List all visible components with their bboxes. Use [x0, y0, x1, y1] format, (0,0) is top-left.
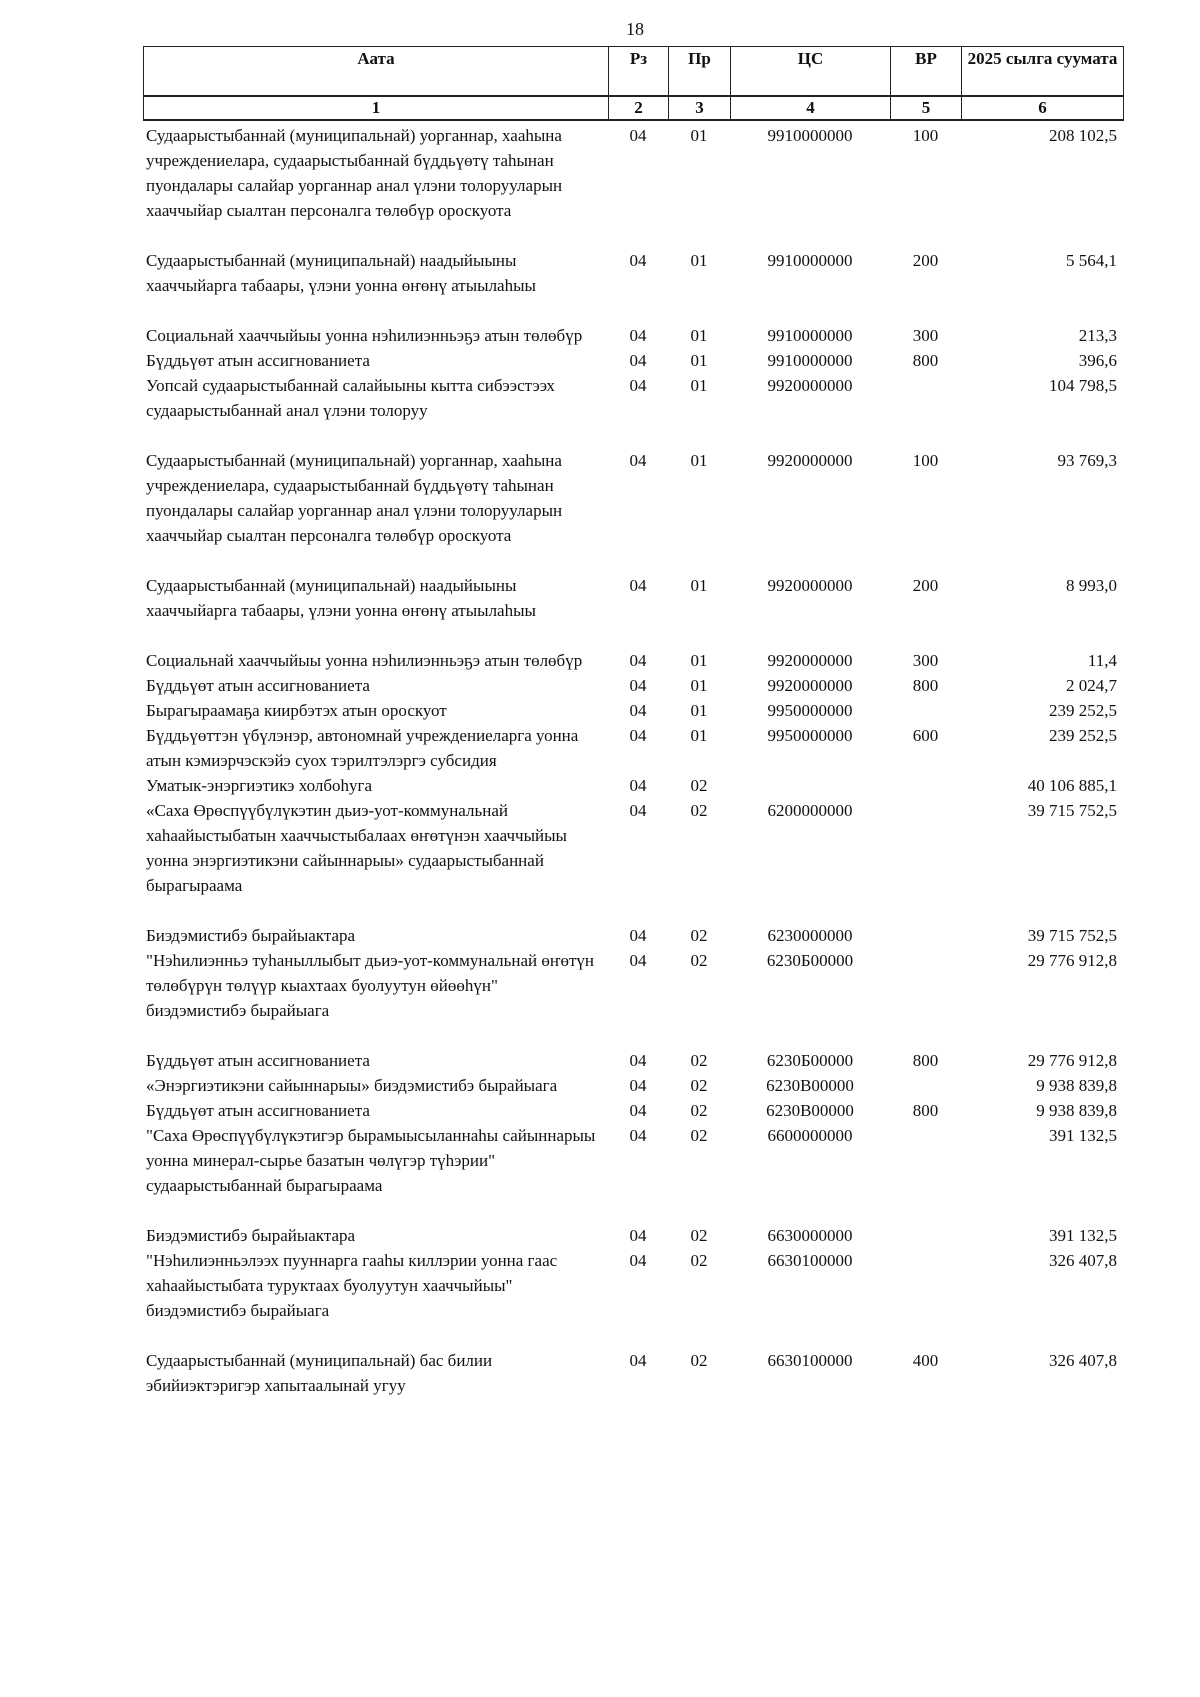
row-amount: 11,4 [1087, 651, 1117, 670]
row-vr: 800 [912, 351, 939, 370]
row-amount: 9 938 839,8 [1036, 1101, 1117, 1120]
row-amount: 104 798,5 [1049, 376, 1117, 395]
row-vr: 200 [912, 576, 939, 595]
row-cs: 9950000000 [767, 701, 853, 720]
row-cs: 6230Б00000 [766, 1051, 854, 1070]
table-row [143, 1123, 1123, 1223]
table-row [143, 698, 1123, 723]
row-name: Социальнай хааччыйыы уонна нэһилиэнньэҕэ атын төлөбүр [146, 326, 583, 345]
header-name: Аата [144, 47, 609, 97]
row-pr: 02 [690, 951, 708, 970]
row-pr: 02 [690, 1076, 708, 1095]
table-header [143, 46, 1124, 121]
table-row [143, 248, 1123, 323]
header-rz: Рз [609, 47, 669, 97]
row-cs: 9920000000 [767, 651, 853, 670]
row-name: Бүддьүөт атын ассигнованиета [146, 676, 370, 695]
row-name: "Саха Өрөспүүбүлүкэтигэр бырамыысыланнаһы сайыннарыы уонна минерал-сырье базатын чөлүгэр түһэрии" судаарыстыбаннай бырагыраама [146, 1126, 596, 1195]
row-rz: 04 [629, 726, 647, 745]
row-cs: 6230В00000 [766, 1101, 854, 1120]
row-vr [890, 1248, 961, 1348]
row-vr: 300 [912, 326, 939, 345]
row-pr: 02 [690, 1101, 708, 1120]
row-amount: 39 715 752,5 [1027, 801, 1117, 820]
row-amount: 9 938 839,8 [1036, 1076, 1117, 1095]
row-vr [890, 948, 961, 1048]
row-amount: 39 715 752,5 [1027, 926, 1117, 945]
row-name: Судаарыстыбаннай (муниципальнай) наадыйыыны хааччыйарга табаары, үлэни уонна өҥөнү атыылаһыы [146, 576, 536, 620]
row-name: Бүддьүөттэн үбүлэнэр, автономнай учреждениеларга уонна атын кэмиэрчэскэйэ суох тэрилтэлэргэ субсидия [146, 726, 579, 770]
table-row [143, 648, 1123, 673]
row-amount: 29 776 912,8 [1027, 1051, 1117, 1070]
row-cs: 9920000000 [767, 676, 853, 695]
row-cs: 6200000000 [767, 801, 853, 820]
row-rz: 04 [629, 1226, 647, 1245]
row-pr: 02 [690, 1126, 708, 1145]
table-row [143, 373, 1123, 448]
row-rz: 04 [629, 451, 647, 470]
row-vr [890, 698, 961, 723]
row-name: Судаарыстыбаннай (муниципальнай) бас билии эбийиэктэригэр хапытаалынай угуу [146, 1351, 493, 1395]
row-name: «Саха Өрөспүүбүлүкэтин дьиэ-уот-коммунальнай хаһаайыстыбатын хааччыстыбалаах өҥөтүнэн хааччыйыы уонна энэргиэтикэни сайыннарыы» судаарыстыбаннай бырагыраама [146, 801, 567, 895]
row-cs: 9920000000 [767, 451, 853, 470]
row-cs: 9910000000 [767, 251, 853, 270]
row-cs: 6230000000 [767, 926, 853, 945]
row-rz: 04 [629, 376, 647, 395]
table-row [143, 798, 1123, 923]
table-row [143, 1223, 1123, 1248]
row-name: Уопсай судаарыстыбаннай салайыыны кытта сибээстээх судаарыстыбаннай анал үлэни толоруу [146, 376, 555, 420]
row-rz: 04 [629, 1351, 647, 1370]
row-cs: 9910000000 [767, 126, 853, 145]
header-number: 1 [144, 96, 609, 120]
row-rz: 04 [629, 1051, 647, 1070]
header-pr: Пр [669, 47, 731, 97]
row-vr: 400 [912, 1351, 939, 1370]
row-name: Судаарыстыбаннай (муниципальнай) уорганнар, хааһына учреждениелара, судаарыстыбаннай бүддьүөтү таһынан пуондалары салайар уорганнар анал үлэни толорууларын хааччыйар сыалтан персоналга төлөбүр ороскуота [146, 451, 563, 545]
row-rz: 04 [629, 651, 647, 670]
table-row [143, 923, 1123, 948]
row-pr: 02 [690, 776, 708, 795]
row-name: Биэдэмистибэ бырайыактара [146, 1226, 356, 1245]
row-pr: 02 [690, 1351, 708, 1370]
row-pr: 01 [690, 351, 708, 370]
row-pr: 01 [690, 726, 708, 745]
row-rz: 04 [629, 1101, 647, 1120]
row-pr: 02 [690, 801, 708, 820]
header-names-row [144, 47, 1124, 97]
row-pr: 01 [690, 376, 708, 395]
row-amount: 2 024,7 [1066, 676, 1117, 695]
row-rz: 04 [629, 926, 647, 945]
row-pr: 01 [690, 451, 708, 470]
row-amount: 391 132,5 [1049, 1226, 1117, 1245]
row-pr: 01 [690, 251, 708, 270]
row-cs: 6230Б00000 [766, 951, 854, 970]
row-name: Судаарыстыбаннай (муниципальнай) уорганнар, хааһына учреждениелара, судаарыстыбаннай бүддьүөтү таһынан пуондалары салайар уорганнар анал үлэни толорууларын хааччыйар сыалтан персоналга төлөбүр ороскуота [146, 126, 563, 220]
row-pr: 02 [690, 926, 708, 945]
row-name: «Энэргиэтикэни сайыннарыы» биэдэмистибэ бырайыага [146, 1076, 558, 1095]
row-rz: 04 [629, 126, 647, 145]
row-name: "Нэһилиэнньэ туһаныллыбыт дьиэ-уот-коммунальнай өҥөтүн төлөбүрүн төлүүр кыахтаах буолуутун өйөөһүн" биэдэмистибэ бырайыага [146, 951, 595, 1020]
table-row [143, 1048, 1123, 1073]
table-row [143, 573, 1123, 648]
row-cs: 6230В00000 [766, 1076, 854, 1095]
table-row [143, 1098, 1123, 1123]
header-number: 2 [609, 96, 669, 120]
budget-table [143, 123, 1123, 1398]
row-vr: 600 [912, 726, 939, 745]
header-vr: ВР [891, 47, 962, 97]
header-cs: ЦС [731, 47, 891, 97]
table-row [143, 1073, 1123, 1098]
row-cs: 9910000000 [767, 351, 853, 370]
row-cs: 6600000000 [767, 1126, 853, 1145]
table-row [143, 348, 1123, 373]
header-number: 5 [891, 96, 962, 120]
row-rz: 04 [629, 776, 647, 795]
row-amount: 391 132,5 [1049, 1126, 1117, 1145]
row-name: Уматык-энэргиэтикэ холбоһуга [146, 776, 373, 795]
row-amount: 326 407,8 [1049, 1351, 1117, 1370]
row-name: Судаарыстыбаннай (муниципальнай) наадыйыыны хааччыйарга табаары, үлэни уонна өҥөнү атыылаһыы [146, 251, 536, 295]
row-pr: 01 [690, 576, 708, 595]
row-amount: 8 993,0 [1066, 576, 1117, 595]
table-row [143, 1348, 1123, 1398]
row-amount: 396,6 [1078, 351, 1117, 370]
row-vr [890, 798, 961, 923]
row-amount: 326 407,8 [1049, 1251, 1117, 1270]
row-pr: 01 [690, 651, 708, 670]
row-rz: 04 [629, 576, 647, 595]
header-number: 4 [731, 96, 891, 120]
row-amount: 5 564,1 [1066, 251, 1117, 270]
row-name: Бырагыраамаҕа киирбэтэх атын ороскуот [146, 701, 447, 720]
table-row [143, 773, 1123, 798]
table-row [143, 123, 1123, 248]
row-pr: 01 [690, 676, 708, 695]
row-cs: 9920000000 [767, 576, 853, 595]
row-vr [890, 1223, 961, 1248]
page-number: 18 [626, 19, 644, 39]
header-amount: 2025 сылга суумата [962, 47, 1124, 97]
row-amount: 93 769,3 [1057, 451, 1117, 470]
row-pr: 02 [690, 1251, 708, 1270]
table-row [143, 1248, 1123, 1348]
row-rz: 04 [629, 951, 647, 970]
row-amount: 208 102,5 [1049, 126, 1117, 145]
row-amount: 239 252,5 [1049, 726, 1117, 745]
row-pr: 02 [690, 1051, 708, 1070]
row-vr: 800 [912, 1101, 939, 1120]
row-vr [890, 373, 961, 448]
row-vr: 300 [912, 651, 939, 670]
budget-table-body [143, 123, 1123, 1398]
row-pr: 01 [690, 126, 708, 145]
row-rz: 04 [629, 326, 647, 345]
table-row [143, 448, 1123, 573]
row-name: Социальнай хааччыйыы уонна нэһилиэнньэҕэ атын төлөбүр [146, 651, 583, 670]
row-name: Бүддьүөт атын ассигнованиета [146, 351, 370, 370]
row-rz: 04 [629, 676, 647, 695]
row-pr: 02 [690, 1226, 708, 1245]
row-vr [890, 923, 961, 948]
row-amount: 40 106 885,1 [1027, 776, 1117, 795]
row-rz: 04 [629, 801, 647, 820]
row-pr: 01 [690, 326, 708, 345]
row-cs: 9950000000 [767, 726, 853, 745]
row-amount: 213,3 [1078, 326, 1117, 345]
row-amount: 29 776 912,8 [1027, 951, 1117, 970]
row-vr [890, 1073, 961, 1098]
row-vr [890, 1123, 961, 1223]
row-vr: 200 [912, 251, 939, 270]
row-vr: 800 [912, 1051, 939, 1070]
row-pr: 01 [690, 701, 708, 720]
table-row [143, 948, 1123, 1048]
row-name: Биэдэмистибэ бырайыактара [146, 926, 356, 945]
row-cs [730, 773, 890, 798]
table-row [143, 673, 1123, 698]
row-rz: 04 [629, 701, 647, 720]
table-row [143, 323, 1123, 348]
row-amount: 239 252,5 [1049, 701, 1117, 720]
row-cs: 9920000000 [767, 376, 853, 395]
row-rz: 04 [629, 1251, 647, 1270]
header-number: 3 [669, 96, 731, 120]
row-cs: 6630000000 [767, 1226, 853, 1245]
row-rz: 04 [629, 1076, 647, 1095]
row-cs: 6630100000 [767, 1251, 853, 1270]
header-numbers-row [144, 96, 1124, 120]
row-cs: 9910000000 [767, 326, 853, 345]
row-rz: 04 [629, 351, 647, 370]
row-name: Бүддьүөт атын ассигнованиета [146, 1051, 370, 1070]
row-vr: 100 [912, 126, 939, 145]
row-vr: 100 [912, 451, 939, 470]
row-name: Бүддьүөт атын ассигнованиета [146, 1101, 370, 1120]
row-vr: 800 [912, 676, 939, 695]
row-rz: 04 [629, 251, 647, 270]
row-vr [890, 773, 961, 798]
table-row [143, 723, 1123, 773]
row-cs: 6630100000 [767, 1351, 853, 1370]
row-rz: 04 [629, 1126, 647, 1145]
row-name: "Нэһилиэнньэлээх пууннарга гааһы киллэрии уонна гаас хаһаайыстыбата туруктаах буолуутун хааччыйыы" биэдэмистибэ бырайыага [146, 1251, 558, 1320]
header-number: 6 [962, 96, 1124, 120]
